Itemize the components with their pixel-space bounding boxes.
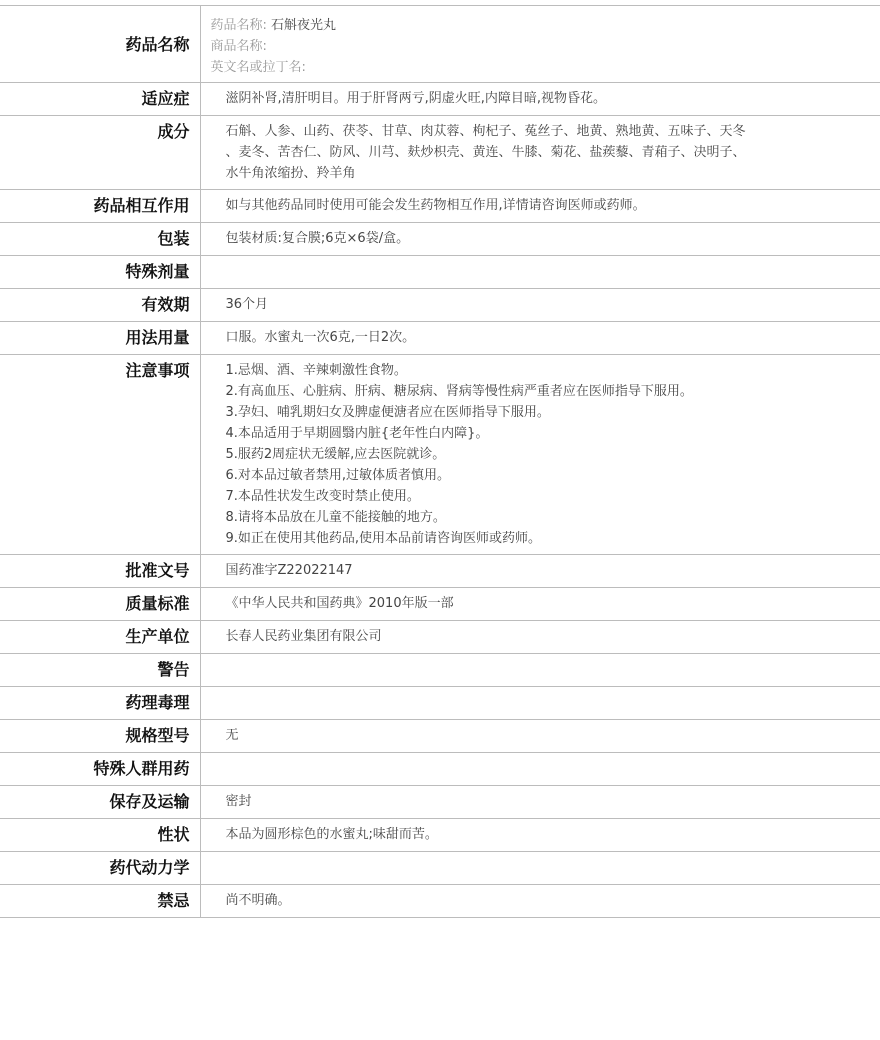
generic-name-label: 药品名称: [210, 18, 267, 33]
shelf-life-label: 有效期 [0, 289, 200, 322]
interactions-row [0, 190, 880, 223]
drug-name-header: 药品名称 [0, 6, 200, 83]
approval-number-row [0, 555, 880, 588]
ingredients-value [200, 116, 880, 190]
precaution-item: 3.孕妇、哺乳期妇女及脾虚便溏者应在医师指导下服用。 [225, 405, 550, 420]
precautions-value [200, 355, 880, 555]
manufacturer-label: 生产单位 [0, 621, 200, 654]
appearance-row [0, 819, 880, 852]
pharmacokinetics-row [0, 852, 880, 885]
pharmacology-value [200, 687, 880, 720]
storage-value: 密封 [225, 794, 252, 809]
specification-label: 规格型号 [0, 720, 200, 753]
precaution-item: 5.服药2周症状无缓解,应去医院就诊。 [225, 447, 446, 462]
ingredients-line: 水牛角浓缩扮、羚羊角 [225, 166, 356, 181]
warning-label: 警告 [0, 654, 200, 687]
warning-row [0, 654, 880, 687]
packaging-value: 包装材质:复合膜;6克×6袋/盒。 [225, 231, 410, 246]
warning-value [200, 654, 880, 687]
precaution-item: 2.有高血压、心脏病、肝病、糖尿病、肾病等慢性病严重者应在医师指导下服用。 [225, 384, 693, 399]
precaution-item: 7.本品性状发生改变时禁止使用。 [225, 489, 420, 504]
english-name-line [211, 57, 871, 78]
pharmacokinetics-label: 药代动力学 [0, 852, 200, 885]
precaution-item: 1.忌烟、酒、辛辣刺激性食物。 [225, 363, 407, 378]
indications-row [0, 83, 880, 116]
quality-standard-label: 质量标准 [0, 588, 200, 621]
indications-label: 适应症 [0, 83, 200, 116]
special-population-label: 特殊人群用药 [0, 753, 200, 786]
english-name-label: 英文名或拉丁名: [210, 60, 306, 75]
precautions-row [0, 355, 880, 555]
approval-number-value: 国药准字Z22022147 [225, 563, 353, 578]
interactions-label: 药品相互作用 [0, 190, 200, 223]
pharmacology-row [0, 687, 880, 720]
generic-name-value: 石斛夜光丸 [271, 18, 337, 33]
precaution-item: 9.如正在使用其他药品,使用本品前请咨询医师或药师。 [225, 531, 542, 546]
manufacturer-row [0, 621, 880, 654]
shelf-life-value: 36个月 [225, 297, 269, 312]
contraindications-row [0, 885, 880, 918]
ingredients-row [0, 116, 880, 190]
drug-info-table [0, 5, 880, 918]
trade-name-line [211, 36, 871, 57]
special-dosage-value [200, 256, 880, 289]
special-dosage-row [0, 256, 880, 289]
precaution-item: 8.请将本品放在儿童不能接触的地方。 [225, 510, 446, 525]
precautions-label: 注意事项 [0, 355, 200, 555]
packaging-row [0, 223, 880, 256]
usage-label: 用法用量 [0, 322, 200, 355]
shelf-life-row [0, 289, 880, 322]
special-population-value [200, 753, 880, 786]
storage-label: 保存及运输 [0, 786, 200, 819]
contraindications-label: 禁忌 [0, 885, 200, 918]
usage-row [0, 322, 880, 355]
generic-name-line [211, 15, 871, 36]
appearance-value: 本品为圆形棕色的水蜜丸;味甜而苦。 [225, 827, 438, 842]
contraindications-value: 尚不明确。 [225, 893, 291, 908]
precaution-item: 4.本品适用于早期圆翳内脏{老年性白内障}。 [225, 426, 489, 441]
quality-standard-row [0, 588, 880, 621]
packaging-label: 包装 [0, 223, 200, 256]
interactions-value: 如与其他药品同时使用可能会发生药物相互作用,详情请咨询医师或药师。 [225, 198, 646, 213]
ingredients-line: 石斛、人参、山药、茯苓、甘草、肉苁蓉、枸杞子、菟丝子、地黄、熟地黄、五味子、天冬 [225, 124, 746, 139]
storage-row [0, 786, 880, 819]
ingredients-line: 、麦冬、苦杏仁、防风、川芎、麸炒枳壳、黄连、牛膝、菊花、盐蒺藜、青葙子、决明子、 [225, 145, 746, 160]
pharmacokinetics-value [200, 852, 880, 885]
indications-value: 滋阴补肾,清肝明目。用于肝肾两亏,阴虚火旺,内障目暗,视物昏花。 [225, 91, 607, 106]
special-dosage-label: 特殊剂量 [0, 256, 200, 289]
drug-name-row [0, 6, 880, 83]
special-population-row [0, 753, 880, 786]
usage-value: 口服。水蜜丸一次6克,一日2次。 [225, 330, 416, 345]
trade-name-label: 商品名称: [210, 39, 267, 54]
approval-number-label: 批准文号 [0, 555, 200, 588]
quality-standard-value: 《中华人民共和国药典》2010年版一部 [225, 596, 454, 611]
drug-name-cell [200, 6, 880, 83]
specification-row [0, 720, 880, 753]
appearance-label: 性状 [0, 819, 200, 852]
pharmacology-label: 药理毒理 [0, 687, 200, 720]
specification-value: 无 [225, 728, 239, 743]
precaution-item: 6.对本品过敏者禁用,过敏体质者慎用。 [225, 468, 451, 483]
manufacturer-value: 长春人民药业集团有限公司 [225, 629, 382, 644]
ingredients-label: 成分 [0, 116, 200, 190]
